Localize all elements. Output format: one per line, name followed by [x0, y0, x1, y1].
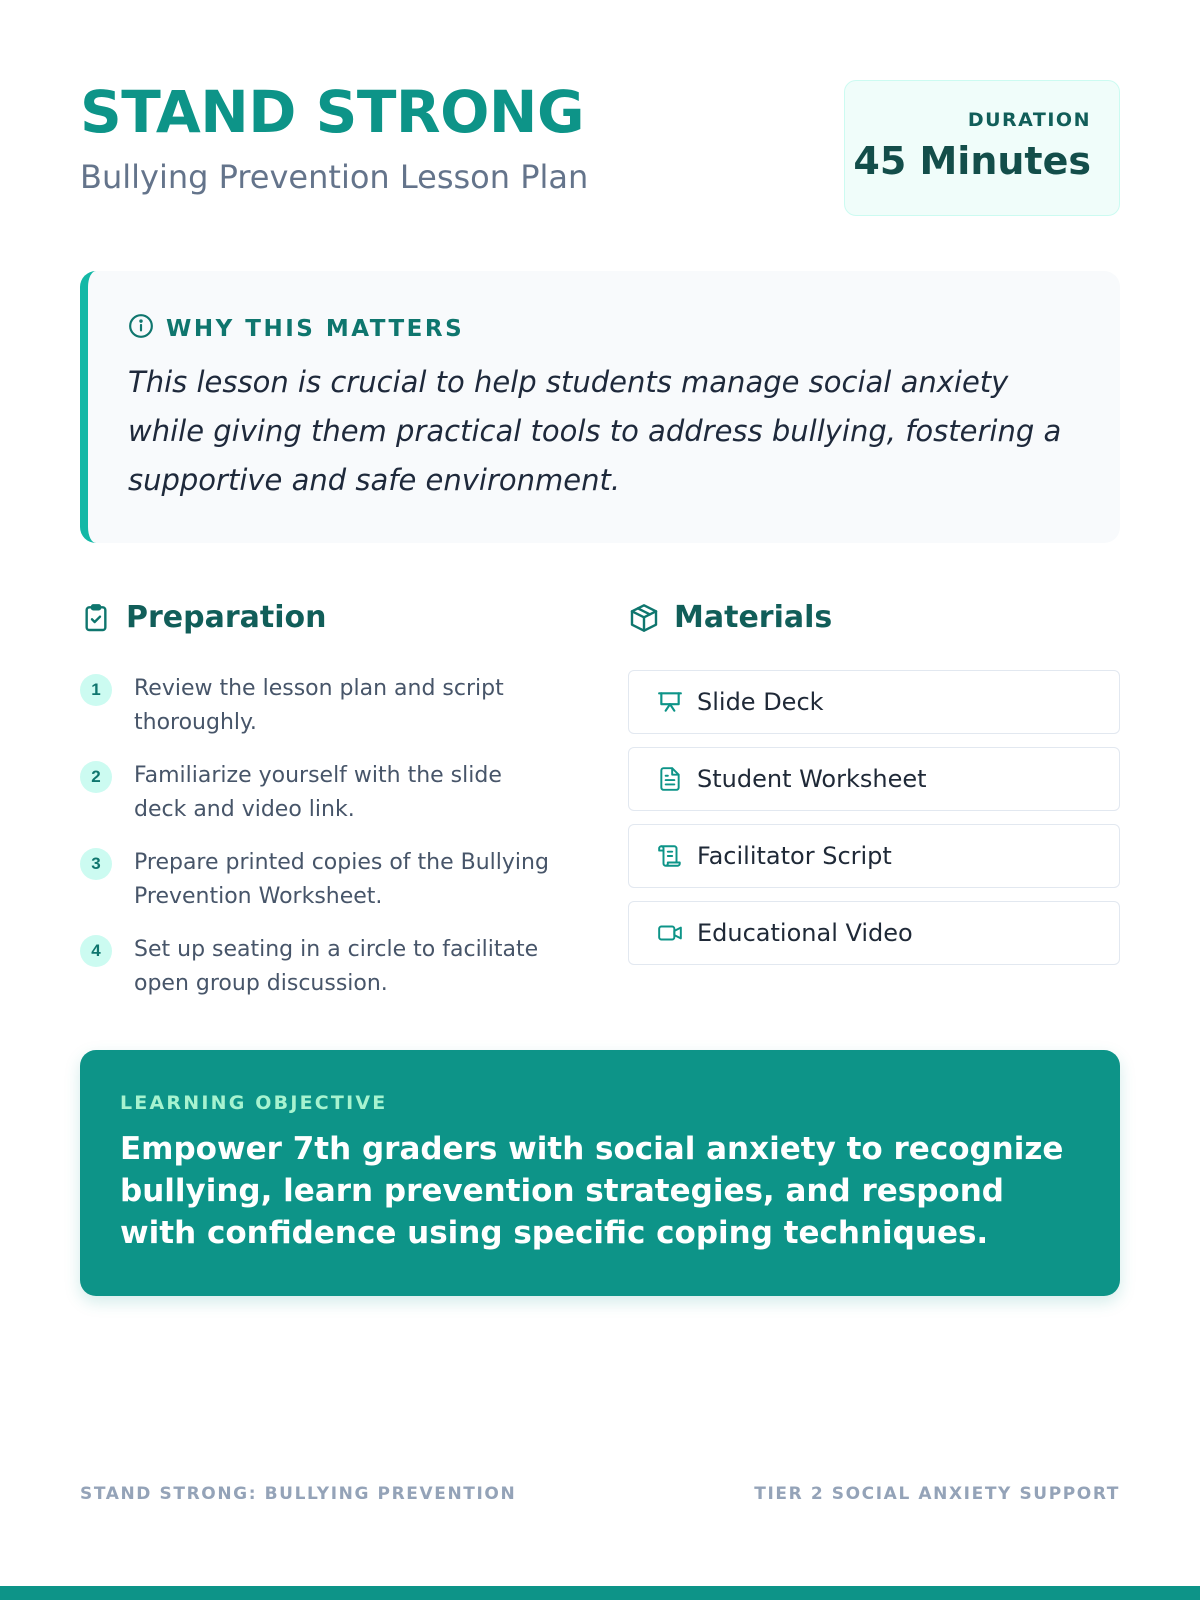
material-facilitator-script[interactable] [628, 824, 1120, 888]
clipboard-check-icon [80, 602, 112, 634]
materials-list [628, 670, 1120, 978]
material-label: Slide Deck [697, 688, 824, 716]
step-number: 3 [80, 848, 112, 880]
package-icon [628, 602, 660, 634]
material-label: Educational Video [697, 919, 913, 947]
why-label: WHY THIS MATTERS [166, 315, 465, 342]
step-number: 4 [80, 935, 112, 967]
duration-value: 45 Minutes [853, 139, 1091, 183]
preparation-heading [80, 600, 326, 635]
info-icon [128, 313, 154, 344]
footer-right: TIER 2 SOCIAL ANXIETY SUPPORT [754, 1484, 1120, 1504]
material-label: Facilitator Script [697, 842, 892, 870]
document-icon [657, 766, 683, 792]
presentation-icon [657, 689, 683, 715]
step-number: 2 [80, 761, 112, 793]
learning-objective-card [80, 1050, 1120, 1296]
video-icon [657, 920, 683, 946]
step-text: Familiarize yourself with the slide deck and video link. [134, 763, 502, 822]
material-label: Student Worksheet [697, 765, 927, 793]
page-subtitle: Bullying Prevention Lesson Plan [80, 158, 589, 196]
list-item [80, 846, 560, 913]
footer-left: STAND STRONG: BULLYING PREVENTION [80, 1484, 517, 1504]
step-text: Prepare printed copies of the Bullying Prevention Worksheet. [134, 850, 549, 909]
preparation-list [80, 672, 560, 1020]
why-text: This lesson is crucial to help students manage social anxiety while giving them practical tools to address bullying, fostering a supportive and safe environment. [128, 365, 1062, 497]
duration-card [844, 80, 1120, 216]
objective-text: Empower 7th graders with social anxiety to recognize bullying, learn prevention strategies, and respond with confidence using specific coping techniques. [120, 1131, 1064, 1251]
bottom-accent-bar [0, 1586, 1200, 1600]
material-educational-video[interactable] [628, 901, 1120, 965]
duration-label: DURATION [967, 109, 1091, 131]
preparation-title: Preparation [126, 600, 327, 635]
list-item [80, 933, 560, 1000]
material-slide-deck[interactable] [628, 670, 1120, 734]
list-item [80, 759, 560, 826]
list-item [80, 672, 560, 739]
materials-title: Materials [674, 600, 833, 635]
material-student-worksheet[interactable] [628, 747, 1120, 811]
why-this-matters-callout [80, 271, 1120, 543]
step-text: Set up seating in a circle to facilitate open group discussion. [134, 937, 539, 996]
objective-label: LEARNING OBJECTIVE [120, 1092, 388, 1114]
step-number: 1 [80, 674, 112, 706]
step-text: Review the lesson plan and script thoroughly. [134, 676, 504, 735]
scroll-icon [657, 843, 683, 869]
lesson-plan-page [80, 0, 1120, 1600]
materials-heading [628, 600, 832, 635]
page-title: STAND STRONG [80, 78, 585, 146]
